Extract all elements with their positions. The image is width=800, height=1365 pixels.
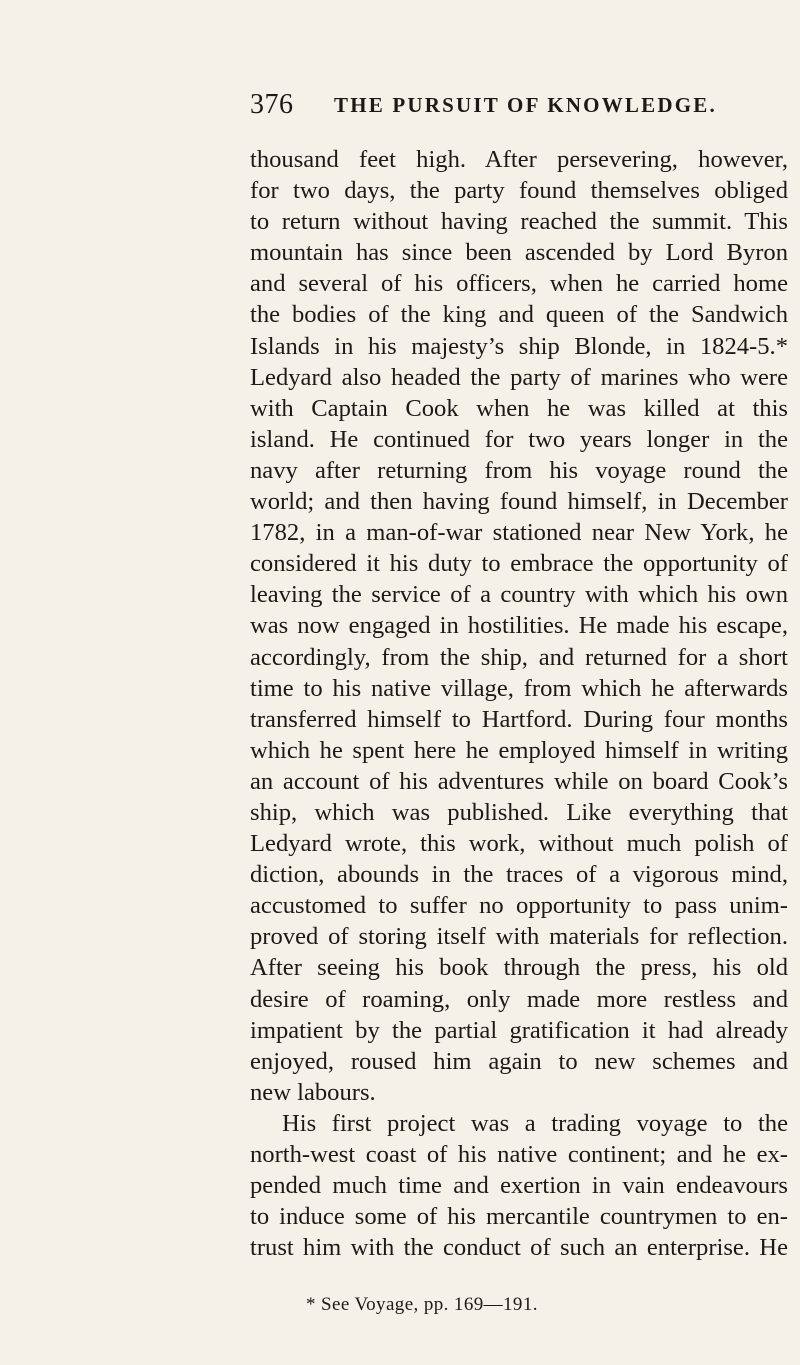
text-line: diction, abounds in the traces of a vigorous mind, [250, 861, 788, 889]
text-line: north-west coast of his native continent; and he ex- [250, 1141, 788, 1168]
text-line: thousand feet high. After persevering, however, [250, 146, 788, 173]
text-line: island. He continued for two years longer in the [250, 425, 788, 453]
text-line: time to his native village, from which he afterwards [250, 674, 788, 702]
text-line: proved of storing itself with materials for reflection. [250, 923, 788, 951]
text-line: accustomed to suffer no opportunity to pass unim- [250, 892, 788, 920]
text-line: with Captain Cook when he was killed at this [250, 394, 788, 422]
text-line: considered it his duty to embrace the opportunity of [250, 550, 788, 578]
text-line: for two days, the party found themselves obliged [250, 177, 788, 205]
text-line: trust him with the conduct of such an enterprise. He [250, 1234, 788, 1262]
body-text [250, 144, 788, 1263]
text-line: and several of his officers, when he carried home [250, 270, 788, 298]
text-line: navy after returning from his voyage round the [250, 456, 788, 484]
text-line: to return without having reached the summit. This [250, 208, 788, 236]
text-line: to induce some of his mercantile countrymen to en- [250, 1203, 788, 1231]
page-number: 376 [250, 89, 294, 120]
text-line: After seeing his book through the press, his old [250, 954, 788, 982]
page-header [250, 88, 790, 128]
text-line: impatient by the partial gratification it had already [250, 1016, 788, 1044]
paragraph-end-line: new labours. [250, 1078, 376, 1106]
text-line: world; and then having found himself, in December [250, 488, 788, 516]
paragraph-start-line: His first project was a trading voyage to the [282, 1109, 788, 1137]
text-line: desire of roaming, only made more restless and [250, 985, 788, 1013]
text-line: which he spent here he employed himself in writing [250, 736, 788, 764]
text-line: accordingly, from the ship, and returned for a short [250, 643, 788, 671]
text-line: Ledyard also headed the party of marines who were [250, 363, 788, 391]
text-line: was now engaged in hostilities. He made his escape, [250, 612, 788, 640]
text-line: Ledyard wrote, this work, without much polish of [250, 830, 788, 858]
text-line: leaving the service of a country with which his own [250, 581, 788, 609]
text-line: an account of his adventures while on board Cook’s [250, 767, 788, 795]
text-line: pended much time and exertion in vain endeavours [250, 1172, 788, 1200]
text-line: the bodies of the king and queen of the Sandwich [250, 301, 788, 329]
text-line: Islands in his majesty’s ship Blonde, in 1824-5.* [250, 332, 788, 360]
footnote: * See Voyage, pp. 169—191. [306, 1294, 538, 1315]
text-line: ship, which was published. Like everything that [250, 798, 788, 826]
running-head: THE PURSUIT OF KNOWLEDGE. [334, 93, 717, 117]
text-line: mountain has since been ascended by Lord Byron [250, 239, 788, 267]
text-line: transferred himself to Hartford. During four months [250, 705, 788, 733]
text-line: enjoyed, roused him again to new schemes and [250, 1047, 788, 1075]
text-line: 1782, in a man-of-war stationed near New York, he [250, 519, 788, 547]
